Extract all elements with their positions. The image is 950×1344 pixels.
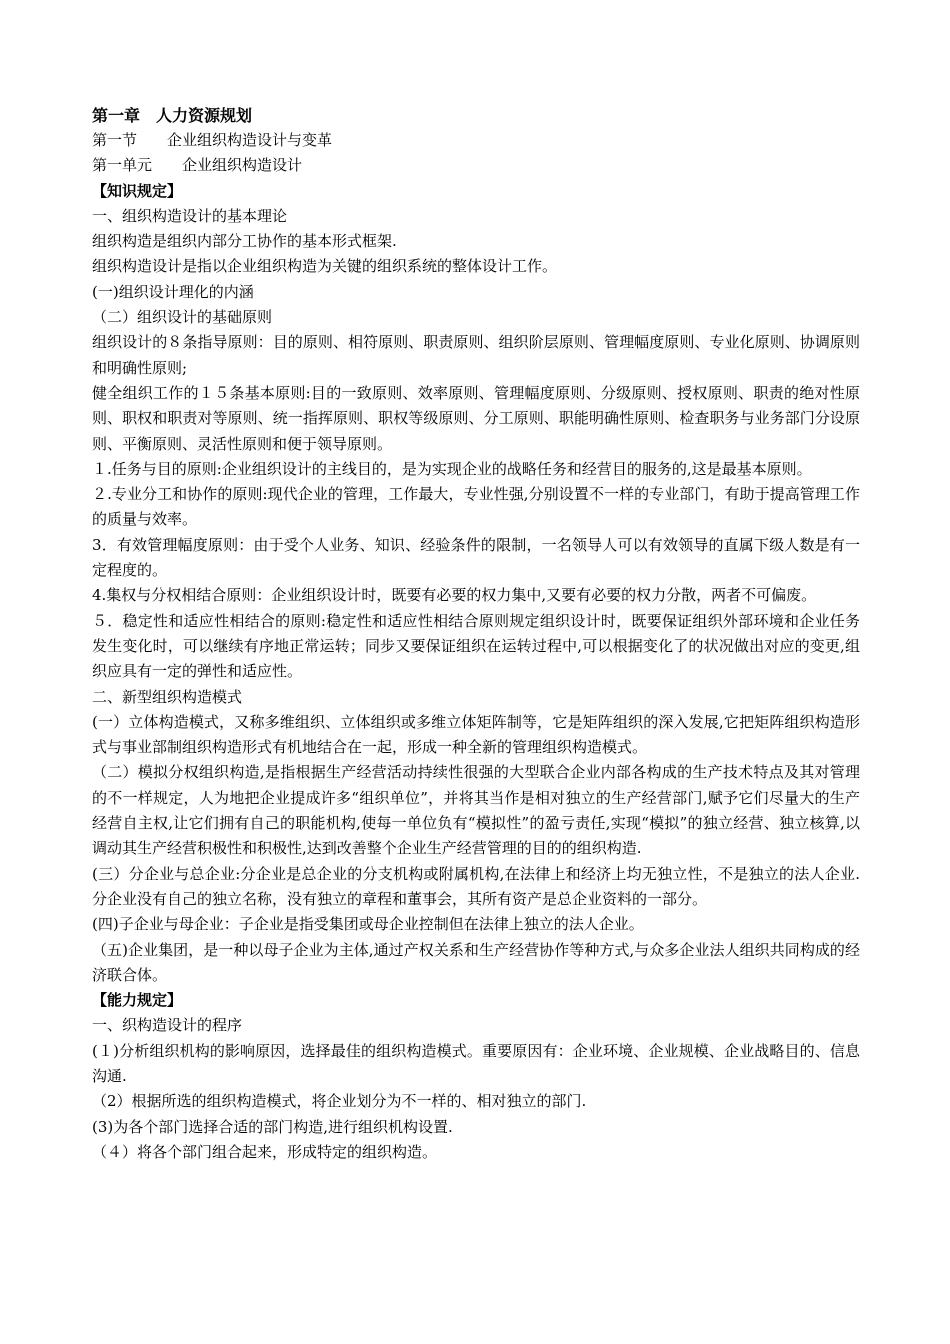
subheading: （二）组织设计的基础原则 bbox=[92, 308, 273, 327]
ability-heading-1: 一、织构造设计的程序 bbox=[92, 1016, 243, 1035]
knowledge-heading-2: 二、新型组织构造模式 bbox=[92, 687, 243, 706]
procedure-step: （2）根据所选的组织构造模式，将企业划分为不一样的、相对独立的部门. bbox=[92, 1092, 587, 1111]
unit-title: 第一单元 企业组织构造设计 bbox=[92, 156, 303, 175]
principle-item: ５．稳定性和适应性相结合的原则:稳定性和适应性相结合原则规定组织设计时，既要保证组织外部环境和企业任务发生变化时，可以继续有序地正常运转；同步又要保证组织在运转过程中,可以根据变化了的状况做出对应的变更,组织应具有一定的弹性和适应性。 bbox=[92, 611, 860, 681]
paragraph: 组织构造设计是指以企业组织构造为关键的组织系统的整体设计工作。 bbox=[92, 257, 558, 276]
paragraph: 组织设计的８条指导原则：目的原则、相符原则、职责原则、组织阶层原则、管理幅度原则、专业化原则、协调原则和明确性原则; bbox=[92, 333, 860, 377]
model-item: （二）模拟分权组织构造,是指根据生产经营活动持续性很强的大型联合企业内部各构成的生产技术特点及其对管理的不一样规定，人为地把企业提成许多“组织单位”，并将其当作是相对独立的生产经营部门,赋予它们尽量大的生产经营自主权,让它们拥有自己的职能机构,使每一单位负有“模拟性”的盈亏责任,实现“模拟”的独立经营、独立核算,以调动其生产经营积极性和积极性,达到改善整个企业生产经营管理的目的的组织构造. bbox=[92, 763, 860, 858]
principle-item: 3．有效管理幅度原则：由于受个人业务、知识、经验条件的限制，一名领导人可以有效领导的直属下级人数是有一定程度的。 bbox=[92, 535, 860, 580]
model-item: （五)企业集团，是一种以母子企业为主体,通过产权关系和生产经营协作等种方式,与众多企业法人组织共同构成的经济联合体。 bbox=[92, 940, 860, 984]
procedure-step: (１)分析组织机构的影响原因，选择最佳的组织构造模式。重要原因有：企业环境、企业规模、企业战略目的、信息沟通. bbox=[92, 1041, 860, 1085]
procedure-step: (3)为各个部门选择合适的部门构造,进行组织机构设置. bbox=[92, 1117, 453, 1136]
model-item: (一）立体构造模式，又称多维组织、立体组织或多维立体矩阵制等，它是矩阵组织的深入发展,它把矩阵组织构造形式与事业部制组织构造形式有机地结合在一起，形成一种全新的管理组织构造模式。 bbox=[92, 712, 860, 757]
chapter-title: 第一章 人力资源规划 bbox=[92, 106, 253, 125]
principle-item: 4.集权与分权相结合原则：企业组织设计时，既要有必要的权力集中,又要有必要的权力分散，两者不可偏废。 bbox=[92, 586, 817, 605]
paragraph: 组织构造是组织内部分工协作的基本形式框架. bbox=[92, 232, 397, 251]
principle-item: ２.专业分工和协作的原则:现代企业的管理，工作最大，专业性强,分别设置不一样的专业部门，有助于提高管理工作的质量与效率。 bbox=[92, 485, 860, 529]
procedure-step: （４）将各个部门组合起来，形成特定的组织构造。 bbox=[92, 1142, 438, 1161]
paragraph: 健全组织工作的１５条基本原则:目的一致原则、效率原则、管理幅度原则、分级原则、授权原则、职责的绝对性原则、职权和职责对等原则、统一指挥原则、职权等级原则、分工原则、职能明确性原则、检查职务与业务部门分设原则、平衡原则、灵活性原则和便于领导原则。 bbox=[92, 383, 860, 453]
model-item: (三）分企业与总企业:分企业是总企业的分支机构或附属机构,在法律上和经济上均无独立性，不是独立的法人企业.分企业没有自己的独立名称，没有独立的章程和董事会，其所有资产是总企业资料的一部分。 bbox=[92, 864, 860, 908]
knowledge-heading: 【知识规定】 bbox=[92, 181, 183, 200]
principle-item: １.任务与目的原则:企业组织设计的主线目的，是为实现企业的战略任务和经营目的服务的,这是最基本原则。 bbox=[92, 459, 812, 478]
ability-heading: 【能力规定】 bbox=[92, 991, 183, 1010]
section-title: 第一节 企业组织构造设计与变革 bbox=[92, 131, 333, 149]
model-item: (四)子企业与母企业：子企业是指受集团或母企业控制但在法律上独立的法人企业。 bbox=[92, 915, 644, 934]
knowledge-heading-1: 一、组织构造设计的基本理论 bbox=[92, 206, 288, 225]
subheading: (一)组织设计理化的内涵 bbox=[92, 282, 254, 301]
